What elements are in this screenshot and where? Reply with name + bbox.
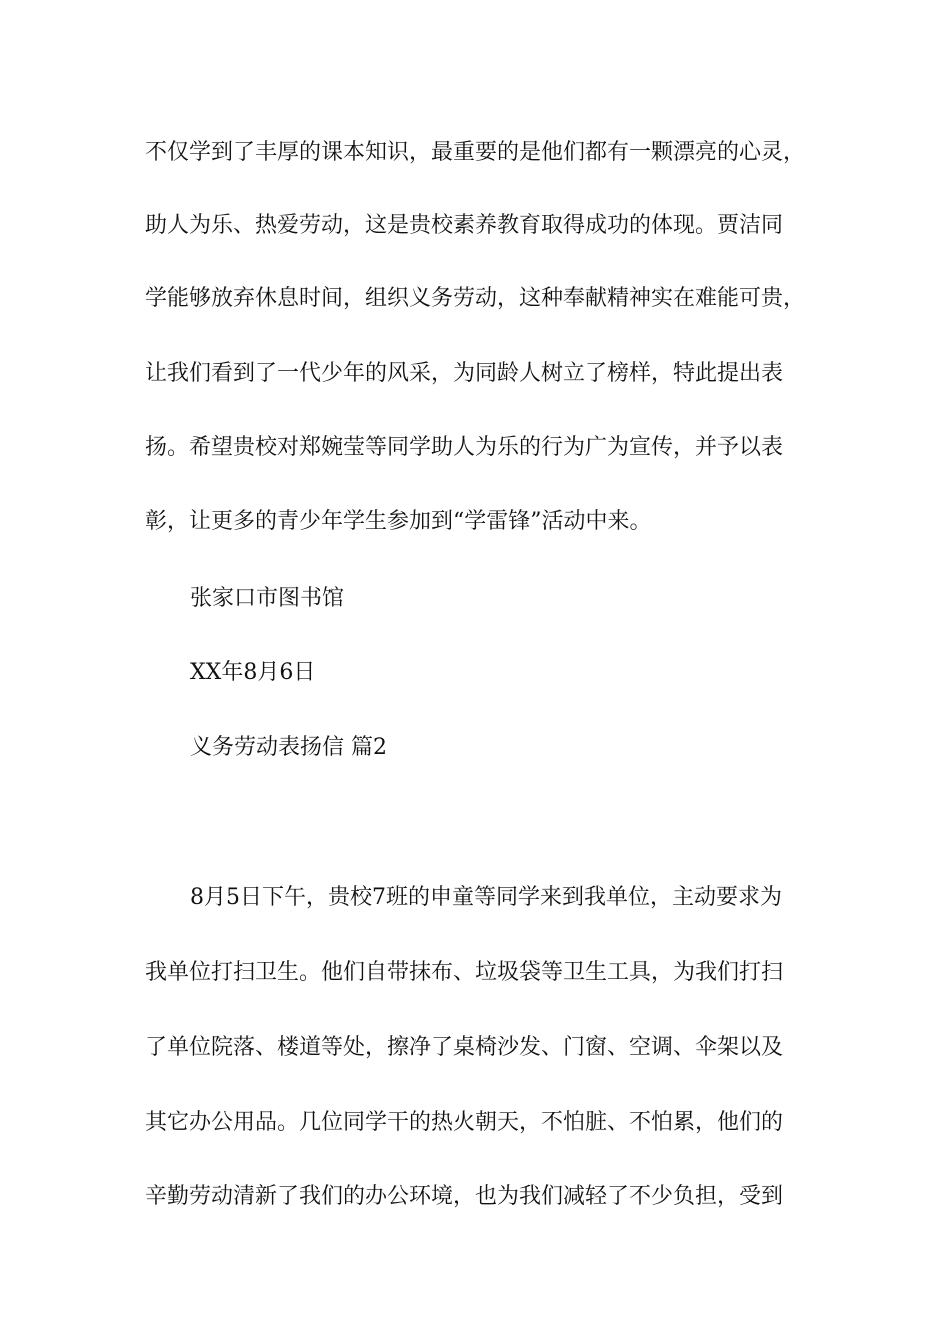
paragraph-line: 辛勤劳动清新了我们的办公环境，也为我们减轻了不少负担，受到: [145, 1184, 784, 1209]
paragraph-line: 助人为乐、热爱劳动，这是贵校素养教育取得成功的体现。贾洁同: [145, 213, 784, 238]
section-heading: 义务劳动表扬信 篇2: [190, 735, 387, 760]
paragraph-line: 我单位打扫卫生。他们自带抹布、垃圾袋等卫生工具，为我们打扫: [145, 960, 784, 985]
paragraph-line: 其它办公用品。几位同学干的热火朝天，不怕脏、不怕累，他们的: [145, 1110, 784, 1135]
paragraph-line: 了单位院落、楼道等处，擦净了桌椅沙发、门窗、空调、伞架以及: [145, 1035, 784, 1060]
paragraph-line: 扬。希望贵校对郑婉莹等同学助人为乐的行为广为宣传，并予以表: [145, 435, 784, 460]
signature: 张家口市图书馆: [190, 586, 345, 611]
paragraph-line: 学能够放弃休息时间，组织义务劳动，这种奉献精神实在难能可贵，: [145, 286, 806, 311]
paragraph-line: 8月5日下午，贵校7班的申童等同学来到我单位，主动要求为: [190, 885, 782, 910]
paragraph-line: 不仅学到了丰厚的课本知识，最重要的是他们都有一颗漂亮的心灵，: [145, 140, 806, 165]
paragraph-line: 让我们看到了一代少年的风采，为同龄人树立了榜样，特此提出表: [145, 361, 784, 386]
paragraph-line: 彰，让更多的青少年学生参加到“学雷锋”活动中来。: [145, 509, 652, 534]
letter-date: XX年8月6日: [190, 660, 316, 685]
